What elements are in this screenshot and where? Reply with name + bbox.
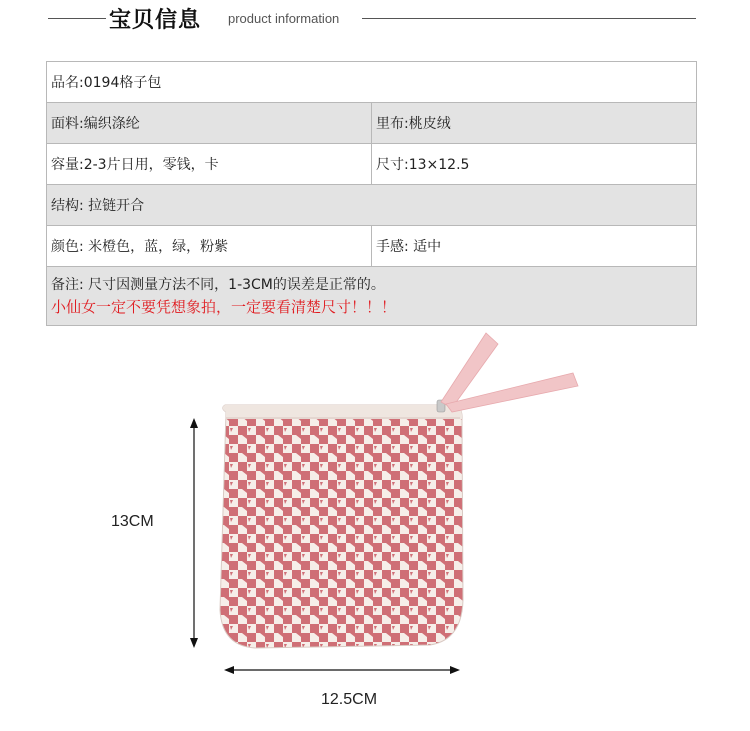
section-subtitle: product information	[228, 11, 340, 26]
width-arrow	[224, 666, 460, 674]
ribbon-image	[441, 333, 578, 412]
pouch-image	[220, 400, 463, 648]
warning-text: 小仙女一定不要凭想象拍，一定要看清楚尺寸！！！	[51, 298, 397, 316]
color-cell: 颜色: 米橙色，蓝，绿，粉紫	[47, 226, 372, 267]
feel-cell: 手感: 适中	[372, 226, 697, 267]
size-cell: 尺寸:13×12.5	[372, 144, 697, 185]
width-label: 12.5CM	[321, 691, 378, 708]
height-label: 13CM	[111, 513, 154, 530]
fabric-cell: 面料:编织涤纶	[47, 103, 372, 144]
lining-cell: 里布:桃皮绒	[372, 103, 697, 144]
note-text: 备注: 尺寸因测量方法不同，1-3CM的误差是正常的。	[51, 277, 385, 293]
section-title: 宝贝信息	[109, 8, 202, 33]
structure-cell: 结构: 拉链开合	[47, 185, 697, 226]
height-arrow	[190, 418, 198, 648]
product-name-cell: 品名:0194格子包	[47, 62, 697, 103]
capacity-cell: 容量:2-3片日用，零钱，卡	[47, 144, 372, 185]
